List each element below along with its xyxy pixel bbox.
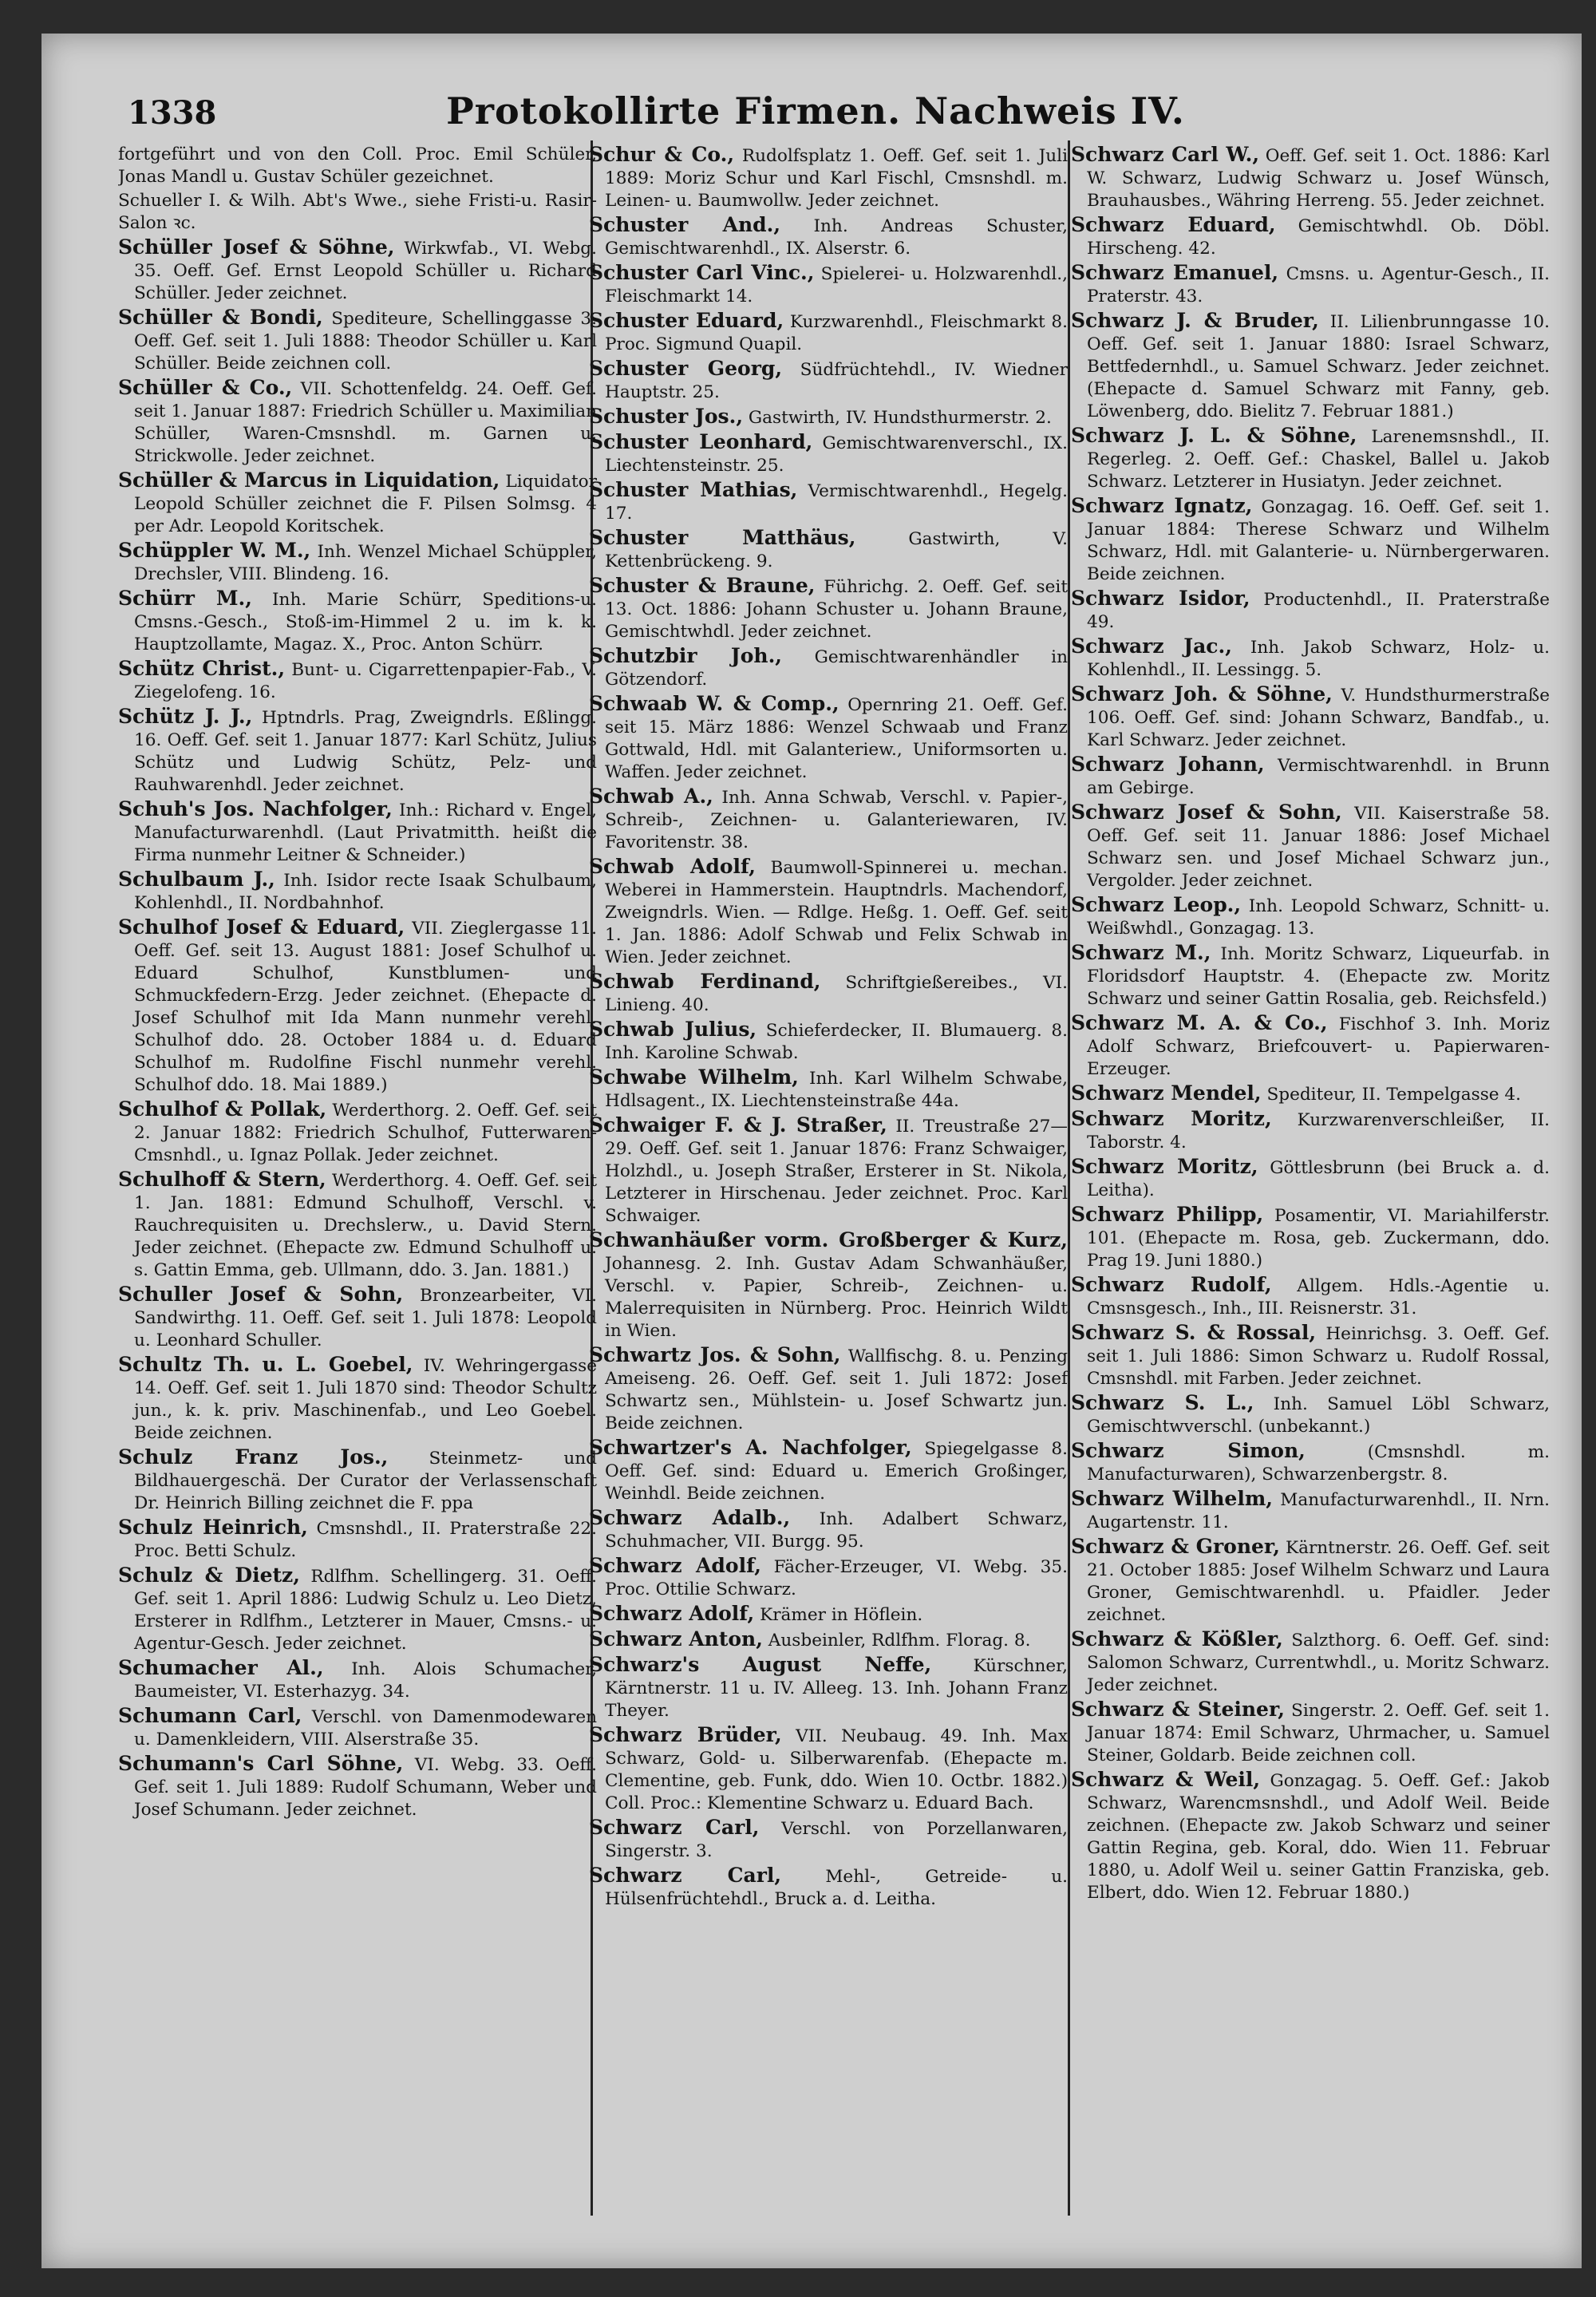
firm-details: Gemischtwarenhändler in Götzendorf.	[605, 647, 1068, 690]
firm-details: Fischhof 3. Inh. Moriz Adolf Schwarz, Briefcouvert- u. Papierwaren-Erzeuger.	[1087, 1014, 1550, 1079]
firm-name: Schwarz S. L.,	[1071, 1391, 1254, 1414]
firm-details: II. Treustraße 27—29. Oeff. Gef. seit 1. Januar 1876: Franz Schwaiger, Holzhdl., u. Joseph Straßer, Ersterer in St. Nikola, Letzterer in Hirschenau. Jeder zeichnet. Proc. Karl Schwaiger.	[605, 1117, 1068, 1226]
firm-details: Heinrichsg. 3. Oeff. Gef. seit 1. Juli 1886: Simon Schwarz u. Rudolf Rossal, Cmsnshdl. mit Farben. Jeder zeichnet.	[1087, 1324, 1550, 1389]
firm-details: VII. Zieglergasse 11. Oeff. Gef. seit 13. August 1881: Josef Schulhof u. Eduard Schulhof, Kunstblumen- und Schmuckfedern-Erzg. Jeder zeichnet. (Ehepacte d. Josef Schulhof mit Ida Mann nunmehr verehl. Schulhof ddo. 28. October 1884 u. d. Eduard Schulhof m. Rudolfine Fischl nunmehr verehl. Schulhof ddo. 18. Mai 1889.)	[134, 919, 597, 1095]
firm-name: Schulbaum J.,	[118, 868, 275, 891]
directory-entry	[1071, 1698, 1550, 1767]
directory-entry	[1071, 753, 1550, 800]
firm-details: Inh. Alois Schumacher, Baumeister, VI. Esterhazyg. 34.	[134, 1659, 597, 1702]
firm-details: VII. Kaiserstraße 58. Oeff. Gef. seit 11. Januar 1886: Josef Michael Schwarz sen. und Josef Michael Schwarz jun., Vergolder. Jeder zeichnet.	[1087, 804, 1550, 891]
firm-details: II. Lilienbrunngasse 10. Oeff. Gef. seit 1. Januar 1880: Israel Schwarz, Bettfedernhdl., u. Samuel Schwarz. Jeder zeichnet. (Ehepacte d. Samuel Schwarz mit Fanny, geb. Löwenberg, ddo. Bielitz 7. Februar 1881.)	[1087, 312, 1550, 421]
directory-entry	[589, 527, 1068, 573]
directory-entry	[118, 798, 597, 867]
firm-name: Schwarz Rudolf,	[1071, 1273, 1272, 1296]
firm-details: VII. Schottenfeldg. 24. Oeff. Gef. seit 1. Januar 1887: Friedrich Schüller u. Maximilian Schüller, Waren-Cmsnshdl. m. Garnen u. Strickwolle. Jeder zeichnet.	[134, 379, 597, 466]
directory-entry	[118, 1098, 597, 1167]
firm-name: Schürr M.,	[118, 587, 252, 610]
directory-entry	[589, 1114, 1068, 1228]
column-2	[589, 144, 1068, 2219]
firm-details: Schriftgießereibes., VI. Linieng. 40.	[605, 973, 1068, 1015]
directory-entry	[589, 1229, 1068, 1342]
firm-name: Schwarz & Weil,	[1071, 1768, 1261, 1791]
firm-details: Inh. Andreas Schuster, Gemischtwarenhdl., IX. Alserstr. 6.	[605, 216, 1068, 259]
firm-name: Schüller & Marcus in Liquidation,	[118, 468, 500, 492]
directory-entry	[118, 1516, 597, 1563]
firm-name: Schwarz Jac.,	[1071, 635, 1232, 658]
directory-entry	[118, 1753, 597, 1821]
firm-name: Schulz Franz Jos.,	[118, 1445, 389, 1469]
directory-entry	[589, 1066, 1068, 1113]
directory-entry	[589, 1724, 1068, 1815]
directory-entry	[1071, 1082, 1550, 1106]
firm-details: Inh. Jakob Schwarz, Holz- u. Kohlenhdl., II. Lessingg. 5.	[1087, 638, 1550, 680]
firm-name: Schwarz M.,	[1071, 941, 1211, 964]
directory-entry	[118, 1283, 597, 1352]
directory-entry	[1071, 1274, 1550, 1320]
firm-details: IV. Wehringergasse 14. Oeff. Gef. seit 1. Juli 1870 sind: Theodor Schultz jun., k. k. priv. Maschinenfab., und Leo Goebel. Beide zeichnen.	[134, 1356, 597, 1443]
firm-name: Schwarz & Steiner,	[1071, 1698, 1285, 1721]
firm-name: Schulhof & Pollak,	[118, 1097, 327, 1121]
firm-details: Spediteur, II. Tempelgasse 4.	[1266, 1085, 1522, 1105]
firm-details: Vermischtwarenhdl. in Brunn am Gebirge.	[1087, 756, 1550, 798]
directory-entry	[1071, 214, 1550, 260]
firm-name: Schwarz Brüder,	[589, 1723, 782, 1746]
firm-name: Schwarz Mendel,	[1071, 1081, 1262, 1105]
directory-entry	[1071, 425, 1550, 493]
firm-name: Schwarz J. L. & Söhne,	[1071, 424, 1357, 447]
firm-name: Schulhoff & Stern,	[118, 1168, 326, 1191]
directory-entry	[589, 144, 1068, 212]
firm-name: Schwarz Wilhelm,	[1071, 1487, 1273, 1510]
firm-name: Schwanhäußer vorm. Großberger & Kurz,	[589, 1228, 1068, 1251]
firm-details: Bronzearbeiter, VI. Sandwirthg. 11. Oeff. Gef. seit 1. Juli 1878: Leopold u. Leonhard Schuller.	[134, 1286, 597, 1350]
directory-entry	[1071, 587, 1550, 634]
directory-entry	[589, 1507, 1068, 1553]
directory-entry	[1071, 262, 1550, 308]
directory-entry	[1071, 1156, 1550, 1202]
firm-name: Schwarz & Kößler,	[1071, 1627, 1283, 1651]
directory-entry	[118, 587, 597, 656]
firm-name: Schwarz Leop.,	[1071, 893, 1242, 916]
firm-name: Schwarz Emanuel,	[1071, 261, 1279, 284]
directory-entry	[118, 1657, 597, 1703]
firm-details: Inh. Marie Schürr, Speditions-u. Cmsns.-Gesch., Stoß-im-Himmel 2 u. im k. k. Hauptzollamte, Magaz. X., Proc. Anton Schürr.	[134, 590, 597, 654]
directory-entry	[1071, 495, 1550, 586]
firm-name: Schwarz Adalb.,	[589, 1506, 791, 1529]
firm-details: Fächer-Erzeuger, VI. Webg. 35. Proc. Ottilie Schwarz.	[605, 1557, 1068, 1599]
firm-name: Schwarz Eduard,	[1071, 213, 1276, 236]
firm-name: Schuster Carl Vinc.,	[589, 261, 815, 284]
directory-entry	[118, 1446, 597, 1515]
firm-name: Schuster Mathias,	[589, 478, 798, 501]
firm-name: Schwarz M. A. & Co.,	[1071, 1011, 1328, 1034]
firm-details: Ausbeinler, Rdlfhm. Florag. 8.	[768, 1631, 1031, 1651]
directory-entry	[589, 856, 1068, 969]
directory-entry	[118, 706, 597, 797]
firm-details: Inh. Moritz Schwarz, Liqueurfab. in Floridsdorf Hauptstr. 4. (Ehepacte zw. Moritz Schwarz und seiner Gattin Rosalia, geb. Reichsfeld.)	[1087, 944, 1550, 1009]
firm-name: Schuster Matthäus,	[589, 526, 856, 549]
firm-details: Inh. Adalbert Schwarz, Schuhmacher, VII. Burgg. 95.	[605, 1509, 1068, 1552]
directory-entry	[589, 1864, 1068, 1911]
firm-details: Productenhdl., II. Praterstraße 49.	[1087, 590, 1550, 632]
directory-entry	[118, 144, 597, 188]
firm-details: Spiegelgasse 8. Oeff. Gef. sind: Eduard u. Emerich Großinger, Weinhdl. Beide zeichnen.	[605, 1439, 1068, 1504]
firm-details: Verschl. von Damenmodewaren u. Damenkleidern, VIII. Alserstraße 35.	[134, 1707, 597, 1749]
firm-details: Wallfischg. 8. u. Penzing Ameiseng. 26. Oeff. Gef. seit 1. Juli 1872: Josef Schwartz sen., Mühlstein- u. Josef Schwartz jun. Beide zeichnen.	[605, 1346, 1068, 1433]
firm-details: VI. Webg. 33. Oeff. Gef. seit 1. Juli 1889: Rudolf Schumann, Weber und Josef Schumann. Jeder zeichnet.	[134, 1755, 597, 1820]
firm-name: Schwarz Josef & Sohn,	[1071, 801, 1342, 824]
firm-details: fortgeführt und von den Coll. Proc. Emil Schüler, Jonas Mandl u. Gustav Schüler gezeichnet.	[118, 144, 597, 187]
directory-entry	[589, 645, 1068, 691]
firm-name: Schuster Jos.,	[589, 405, 744, 428]
firm-details: Verschl. von Porzellanwaren, Singerstr. 3.	[605, 1819, 1068, 1861]
firm-name: Schuh's Jos. Nachfolger,	[118, 797, 393, 820]
firm-name: Schwaiger F. & J. Straßer,	[589, 1113, 887, 1137]
directory-entry	[1071, 683, 1550, 752]
firm-details: Inh. Wenzel Michael Schüppler, Drechsler, VIII. Blindeng. 16.	[134, 542, 597, 584]
directory-entry	[118, 658, 597, 704]
firm-name: Schwarz Carl,	[589, 1864, 782, 1887]
firm-details: Gemischtwarenverschl., IX. Liechtensteinstr. 25.	[605, 433, 1068, 476]
firm-details: Oeff. Gef. seit 1. Oct. 1886: Karl W. Schwarz, Ludwig Schwarz u. Josef Wünsch, Brauhausbes., Währing Herreng. 55. Jeder zeichnet.	[1087, 146, 1550, 211]
directory-entry	[118, 377, 597, 468]
firm-details: Rudolfsplatz 1. Oeff. Gef. seit 1. Juli 1889: Moriz Schur und Karl Fischl, Cmsnshdl. m. Leinen- u. Baumwollw. Jeder zeichnet.	[605, 146, 1068, 211]
firm-details: Wirkwfab., VI. Webg. 35. Oeff. Gef. Ernst Leopold Schüller u. Richard Schüller. Jeder zeichnet.	[134, 239, 597, 303]
firm-name: Schwartz Jos. & Sohn,	[589, 1343, 841, 1366]
firm-details: Führichg. 2. Oeff. Gef. seit 13. Oct. 1886: Johann Schuster u. Johann Braune, Gemischtwhdl. Jeder zeichnet.	[605, 577, 1068, 642]
directory-entry	[589, 1603, 1068, 1627]
firm-name: Schwarz S. & Rossal,	[1071, 1321, 1317, 1344]
firm-details: Cmsns. u. Agentur-Gesch., II. Praterstr. 43.	[1087, 264, 1550, 306]
firm-details: Gonzagag. 5. Oeff. Gef.: Jakob Schwarz, Warencmsnshdl., und Adolf Weil. Beide zeichnen. (Ehepacte zw. Jakob Schwarz und seiner Gattin Regina, geb. Koral, ddo. Wien 11. Februar 1880, u. Adolf Weil u. seiner Gattin Franziska, geb. Elbert, ddo. Wien 12. Februar 1880.)	[1087, 1771, 1550, 1903]
directory-entry	[589, 693, 1068, 784]
firm-name: Schuster Georg,	[589, 357, 783, 380]
firm-name: Schwabe Wilhelm,	[589, 1065, 799, 1089]
firm-name: Schwab Julius,	[589, 1018, 757, 1041]
directory-entry	[1071, 1536, 1550, 1627]
firm-details: Südfrüchtehdl., IV. Wiedner Hauptstr. 25.	[605, 360, 1068, 402]
firm-details: Inh.: Richard v. Engel, Manufacturwarenhdl. (Laut Privatmitth. heißt die Firma nunmehr Leitner & Schneider.)	[134, 801, 597, 865]
firm-details: Mehl-, Getreide- u. Hülsenfrüchtehdl., Bruck a. d. Leitha.	[605, 1867, 1068, 1909]
firm-name: Schwarz Anton,	[589, 1627, 763, 1651]
directory-entry	[118, 1564, 597, 1655]
directory-entry	[1071, 942, 1550, 1010]
firm-name: Schwarz Adolf,	[589, 1602, 755, 1625]
firm-name: Schwab Adolf,	[589, 855, 756, 878]
firm-name: Schwarz Johann,	[1071, 753, 1265, 776]
firm-name: Schwab A.,	[589, 785, 713, 808]
firm-name: Schüller & Bondi,	[118, 306, 323, 329]
firm-details: (Cmsnshdl. m. Manufacturwaren), Schwarzenbergstr. 8.	[1087, 1442, 1550, 1485]
firm-name: Schutzbir Joh.,	[589, 644, 783, 667]
column-1	[118, 144, 597, 2219]
firm-details: Schieferdecker, II. Blumauerg. 8. Inh. Karoline Schwab.	[605, 1021, 1068, 1063]
firm-name: Schwarz Moritz,	[1071, 1107, 1272, 1130]
firm-details: Liquidator Leopold Schüller zeichnet die F. Pilsen Solmsg. 4 per Adr. Leopold Koritschek.	[134, 472, 597, 536]
directory-entry	[589, 405, 1068, 429]
directory-entry	[118, 236, 597, 305]
directory-entry	[1071, 1204, 1550, 1272]
directory-entry	[589, 479, 1068, 525]
directory-entry	[1071, 635, 1550, 682]
directory-entry	[589, 358, 1068, 404]
column-3	[1071, 144, 1550, 2219]
firm-details: Gastwirth, V. Kettenbrückeng. 9.	[605, 529, 1068, 571]
firm-details: Bunt- u. Cigarrettenpapier-Fab., V. Ziegelofeng. 16.	[134, 660, 597, 702]
directory-entry	[589, 262, 1068, 308]
firm-name: Schwab Ferdinand,	[589, 970, 821, 993]
directory-entry	[1071, 144, 1550, 212]
firm-details: Kurzwarenverschleißer, II. Taborstr. 4.	[1087, 1110, 1550, 1152]
directory-entry	[589, 1437, 1068, 1505]
firm-name: Schulz & Dietz,	[118, 1564, 300, 1587]
directory-entry	[1071, 1012, 1550, 1081]
firm-details: Baumwoll-Spinnerei u. mechan. Weberei in Hammerstein. Hauptndrls. Machendorf, Zweigndrls. Wien. — Rdlge. Heßg. 1. Oeff. Gef. seit 1. Jan. 1886: Adolf Schwab und Felix Schwab in Wien. Jeder zeichnet.	[605, 858, 1068, 967]
directory-entry	[118, 540, 597, 586]
firm-name: Schwarz Isidor,	[1071, 587, 1250, 610]
firm-name: Schuller Josef & Sohn,	[118, 1283, 404, 1306]
firm-details: Hptndrls. Prag, Zweigndrls. Eßlingg. 16. Oeff. Gef. seit 1. Januar 1877: Karl Schütz, Julius Schütz und Ludwig Schütz, Pelz- und Rauhwarenhdl. Jeder zeichnet.	[134, 708, 597, 795]
firm-name: Schüppler W. M.,	[118, 539, 311, 562]
directory-entry	[589, 1817, 1068, 1863]
firm-name: Schuster Eduard,	[589, 309, 784, 332]
firm-details: Spielerei- u. Holzwarenhdl., Fleischmarkt 14.	[605, 264, 1068, 306]
firm-details: Spediteure, Schellinggasse 3. Oeff. Gef. seit 1. Juli 1888: Theodor Schüller u. Karl Schüller. Beide zeichnen coll.	[134, 309, 597, 374]
directory-entry	[589, 575, 1068, 643]
firm-name: Schwarz Carl,	[589, 1816, 760, 1839]
firm-name: Schwarz Philipp,	[1071, 1203, 1264, 1226]
firm-details: Singerstr. 2. Oeff. Gef. seit 1. Januar 1874: Emil Schwarz, Uhrmacher, u. Samuel Steiner, Goldarb. Beide zeichnen coll.	[1087, 1701, 1550, 1765]
firm-details: Allgem. Hdls.-Agentie u. Cmsnsgesch., Inh., III. Reisnerstr. 31.	[1087, 1276, 1550, 1319]
firm-name: Schur & Co.,	[589, 144, 735, 166]
firm-details: Göttlesbrunn (bei Bruck a. d. Leitha).	[1087, 1158, 1550, 1200]
firm-name: Schüller Josef & Söhne,	[118, 235, 395, 259]
firm-details: Kärntnerstr. 26. Oeff. Gef. seit 21. October 1885: Josef Wilhelm Schwarz und Laura Groner, Gemischtwarenhdl. u. Pfaidler. Jeder zeichnet.	[1087, 1538, 1550, 1625]
firm-details: Gonzagag. 16. Oeff. Gef. seit 1. Januar 1884: Therese Schwarz und Wilhelm Schwarz, Hdl. mit Galanterie- u. Nürnbergerwaren. Beide zeichnen.	[1087, 497, 1550, 584]
directory-entry	[118, 306, 597, 375]
directory-entry	[1071, 1392, 1550, 1438]
directory-entry	[118, 868, 597, 915]
firm-details: Gastwirth, IV. Hundsthurmerstr. 2.	[748, 408, 1052, 428]
firm-details: Inh. Samuel Löbl Schwarz, Gemischtwverschl. (unbekannt.)	[1087, 1394, 1550, 1437]
directory-entry	[589, 1555, 1068, 1601]
directory-entry	[589, 1628, 1068, 1652]
firm-details: Salzthorg. 6. Oeff. Gef. sind: Salomon Schwarz, Currentwhdl., u. Moritz Schwarz. Jeder zeichnet.	[1087, 1631, 1550, 1695]
firm-name: Schuster & Braune,	[589, 574, 816, 597]
firm-details: Inh. Isidor recte Isaak Schulbaum, Kohlenhdl., II. Nordbahnhof.	[134, 871, 597, 913]
directory-entry	[589, 1654, 1068, 1722]
directory-entry	[1071, 801, 1550, 892]
firm-name: Schwartzer's A. Nachfolger,	[589, 1436, 912, 1459]
firm-details: Gemischtwhdl. Ob. Döbl. Hirscheng. 42.	[1087, 216, 1550, 259]
firm-name: Schütz Christ.,	[118, 657, 286, 680]
firm-details: Johannesg. 2. Inh. Gustav Adam Schwanhäußer, Verschl. v. Papier, Schreib-, Zeichnen- u. Malerrequisiten in Nürnberg. Proc. Heinrich Wildt in Wien.	[605, 1254, 1068, 1341]
firm-details: Posamentir, VI. Mariahilferstr. 101. (Ehepacte m. Rosa, geb. Zuckermann, ddo. Prag 19. Juni 1880.)	[1087, 1206, 1550, 1271]
directory-entry	[1071, 1628, 1550, 1697]
firm-name: Schwarz & Groner,	[1071, 1535, 1280, 1558]
firm-name: Schwarz's August Neffe,	[589, 1653, 932, 1676]
directory-entry	[589, 971, 1068, 1017]
firm-name: Schultz Th. u. L. Goebel,	[118, 1353, 413, 1376]
firm-details: VII. Neubaug. 49. Inh. Max Schwarz, Gold- u. Silberwarenfab. (Ehepacte m. Clementine, geb. Funk, ddo. Wien 10. Octbr. 1882.) Coll. Proc.: Klementine Schwarz u. Eduard Bach.	[605, 1726, 1068, 1813]
firm-name: Schwarz Carl W.,	[1071, 144, 1260, 166]
firm-details: Steinmetz- und Bildhauergeschä. Der Curator der Verlassenschaft Dr. Heinrich Billing zeichnet die F. ppa	[134, 1449, 597, 1513]
directory-entry	[589, 310, 1068, 356]
firm-details: Inh. Anna Schwab, Verschl. v. Papier-, Schreib-, Zeichnen- u. Galanteriewaren, IV. Favoritenstr. 38.	[605, 788, 1068, 852]
directory-entry	[118, 469, 597, 538]
firm-name: Schumann's Carl Söhne,	[118, 1752, 404, 1775]
firm-name: Schwarz Ignatz,	[1071, 494, 1253, 517]
firm-name: Schüller & Co.,	[118, 376, 293, 399]
page-title: Protokollirte Firmen. Nachweis IV.	[446, 89, 1185, 132]
directory-entry	[1071, 1108, 1550, 1154]
directory-entry	[1071, 894, 1550, 940]
firm-name: Schuster And.,	[589, 213, 781, 236]
firm-name: Schwarz Simon,	[1071, 1439, 1306, 1462]
firm-details: Inh. Leopold Schwarz, Schnitt- u. Weißwhdl., Gonzagag. 13.	[1087, 896, 1550, 939]
page-number: 1338	[128, 94, 217, 132]
firm-details: Rdlfhm. Schellingerg. 31. Oeff. Gef. seit 1. April 1886: Ludwig Schulz u. Leo Dietz, Ersterer in Rdlfhm., Letzterer in Mauer, Cmsns.- u. Agentur-Gesch. Jeder zeichnet.	[134, 1567, 597, 1654]
directory-entry	[589, 1018, 1068, 1065]
firm-details: Kurzwarenhdl., Fleischmarkt 8. Proc. Sigmund Quapil.	[605, 312, 1068, 354]
directory-entry	[589, 431, 1068, 477]
directory-entry	[1071, 1488, 1550, 1534]
firm-name: Schütz J. J.,	[118, 705, 253, 728]
column-divider	[1068, 140, 1070, 2216]
firm-name: Schwaab W. & Comp.,	[589, 692, 839, 715]
firm-details: Kürschner, Kärntnerstr. 11 u. IV. Alleeg. 13. Inh. Johann Franz Theyer.	[605, 1656, 1068, 1721]
directory-entry	[118, 1168, 597, 1282]
firm-name: Schwarz Adolf,	[589, 1554, 761, 1577]
directory-entry	[118, 1354, 597, 1445]
firm-name: Schwarz J. & Bruder,	[1071, 309, 1319, 332]
directory-entry	[1071, 310, 1550, 423]
page-header	[89, 81, 1542, 132]
firm-details: Inh. Karl Wilhelm Schwabe, Hdlsagent., IX. Liechtensteinstraße 44a.	[605, 1069, 1068, 1111]
firm-name: Schuster Leonhard,	[589, 430, 813, 453]
firm-name: Schwarz Joh. & Söhne,	[1071, 682, 1333, 706]
firm-details: Werderthorg. 4. Oeff. Gef. seit 1. Jan. 1881: Edmund Schulhoff, Verschl. v. Rauchrequisiten u. Drechslerw., u. David Stern. Jeder zeichnet. (Ehepacte zw. Edmund Schulhoff u. s. Gattin Emma, geb. Ullmann, ddo. 3. Jan. 1881.)	[134, 1171, 597, 1280]
firm-details: Opernring 21. Oeff. Gef. seit 15. März 1886: Wenzel Schwaab und Franz Gottwald, Hdl. mit Galanteriew., Uniformsorten u. Waffen. Jeder zeichnet.	[605, 695, 1068, 782]
directory-entry	[118, 1705, 597, 1751]
firm-details: V. Hundsthurmerstraße 106. Oeff. Gef. sind: Johann Schwarz, Bandfab., u. Karl Schwarz. Jeder zeichnet.	[1087, 686, 1550, 750]
directory-entry	[1071, 1769, 1550, 1904]
firm-name: Schumacher Al.,	[118, 1656, 324, 1679]
directory-entry	[118, 190, 597, 235]
directory-entry	[1071, 1440, 1550, 1486]
directory-entry	[1071, 1322, 1550, 1390]
firm-name: Schwarz Moritz,	[1071, 1155, 1258, 1178]
firm-name: Schumann Carl,	[118, 1704, 302, 1727]
firm-details: Vermischtwarenhdl., Hegelg. 17.	[605, 481, 1068, 524]
firm-name: Schulz Heinrich,	[118, 1516, 308, 1539]
firm-details: Werderthorg. 2. Oeff. Gef. seit 2. Januar 1882: Friedrich Schulhof, Futterwaren-Cmsnhdl., u. Ignaz Pollak. Jeder zeichnet.	[134, 1101, 597, 1165]
directory-entry	[589, 214, 1068, 260]
directory-entry	[589, 1344, 1068, 1435]
firm-details: Cmsnshdl., II. Praterstraße 22. Proc. Betti Schulz.	[134, 1519, 597, 1561]
firm-details: Larenemsnshdl., II. Regerleg. 2. Oeff. Gef.: Chaskel, Ballel u. Jakob Schwarz. Letzterer in Husiatyn. Jeder zeichnet.	[1087, 427, 1550, 492]
directory-entry	[118, 916, 597, 1097]
directory-entry	[589, 785, 1068, 854]
firm-details: Schueller I. & Wilh. Abt's Wwe., siehe Fristi-u. Rasir-Salon ꝛc.	[118, 191, 597, 233]
firm-name: Schulhof Josef & Eduard,	[118, 915, 405, 939]
firm-details: Krämer in Höflein.	[760, 1605, 923, 1625]
firm-details: Manufacturwarenhdl., II. Nrn. Augartenstr. 11.	[1087, 1490, 1550, 1532]
